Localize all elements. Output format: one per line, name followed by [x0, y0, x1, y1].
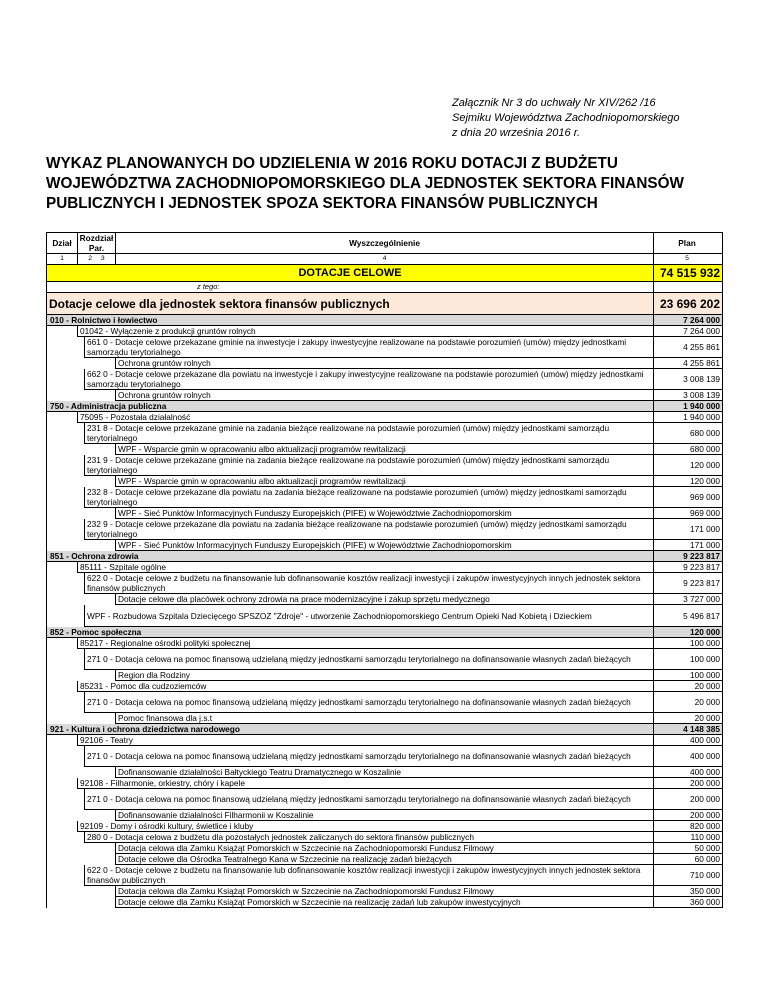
row-description: 622 0 - Dotacje celowe z budżetu na finansowanie lub dofinansowanie kosztów realizacji inwestycji i zakupów inwestycyjnych innych jednostek sektora finansów publicznych: [85, 865, 654, 886]
row-description: 662 0 - Dotacje celowe przekazane dla powiatu na inwestycje i zakupy inwestycyjne realizowane na podstawie porozumień (umów) między jednostkami samorządu terytorialnego: [85, 369, 654, 390]
row-description: 852 - Pomoc społeczna: [47, 627, 654, 638]
row-description: 280 0 - Dotacja celowa z budżetu dla pozostałych jednostek zaliczanych do sektora finansów publicznych: [85, 832, 654, 843]
row-plan-value: 360 000: [654, 897, 723, 908]
row-description: Ochrona gruntów rolnych: [116, 358, 654, 369]
row-plan-value: 20 000: [654, 713, 723, 724]
row-description: 75095 - Pozostała działalność: [78, 412, 654, 423]
row-description: WPF - Rozbudowa Szpitala Dziecięcego SPSZOZ "Zdroje" - utworzenie Zachodniopomorskiego Centrum Opieki Nad Kobietą i Dzieckiem: [85, 605, 654, 627]
description-row: [47, 670, 723, 681]
of-which-label: z tego:: [47, 282, 654, 293]
dzial-row: [47, 315, 723, 326]
row-plan-value: 171 000: [654, 519, 723, 540]
row-description: 750 - Administracja publiczna: [47, 401, 654, 412]
paragraph-row: [47, 337, 723, 358]
row-description: 271 0 - Dotacja celowa na pomoc finansową udzielaną między jednostkami samorządu terytorialnego na dofinansowanie własnych zadań bieżących: [85, 692, 654, 713]
row-description: 231 8 - Dotacje celowe przekazane gminie na zadania bieżące realizowane na podstawie porozumień (umów) między jednostkami samorządu terytorialnego: [85, 423, 654, 444]
description-row: [47, 843, 723, 854]
row-plan-value: 100 000: [654, 638, 723, 649]
description-row: [47, 540, 723, 551]
colnum-2-3: 2 3: [78, 254, 116, 265]
dzial-row: [47, 551, 723, 562]
row-plan-value: 9 223 817: [654, 573, 723, 594]
description-row: [47, 594, 723, 605]
row-description: 232 8 - Dotacje celowe przekazane dla powiatu na zadania bieżące realizowane na podstawie porozumień (umów) między jednostkami samorządu terytorialnego: [85, 487, 654, 508]
description-row: [47, 767, 723, 778]
title-line-3: PUBLICZNYCH I JEDNOSTEK SPOZA SEKTORA FINANSÓW PUBLICZNYCH: [46, 195, 598, 212]
row-description: 661 0 - Dotacje celowe przekazane gminie na inwestycje i zakupy inwestycyjne realizowane na podstawie porozumień (umów) między jednostkami samorządu terytorialnego: [85, 337, 654, 358]
of-which-row: [47, 282, 723, 293]
description-row: [47, 390, 723, 401]
row-description: Dotacje celowe dla Ośrodka Teatralnego Kana w Szczecinie na realizację zadań bieżących: [116, 854, 654, 865]
row-plan-value: 20 000: [654, 692, 723, 713]
row-plan-value: 710 000: [654, 865, 723, 886]
rozdzial-row: [47, 778, 723, 789]
document-title: [46, 154, 736, 214]
row-description: 271 0 - Dotacja celowa na pomoc finansową udzielaną między jednostkami samorządu terytorialnego na dofinansowanie własnych zadań bieżących: [85, 789, 654, 810]
description-row: [47, 476, 723, 487]
row-plan-value: 120 000: [654, 476, 723, 487]
subsidies-table: [46, 232, 723, 908]
title-line-1: WYKAZ PLANOWANYCH DO UDZIELENIA W 2016 ROKU DOTACJI Z BUDŻETU: [46, 155, 618, 172]
row-description: Ochrona gruntów rolnych: [116, 390, 654, 401]
description-row: [47, 810, 723, 821]
row-description: 921 - Kultura i ochrona dziedzictwa narodowego: [47, 724, 654, 735]
description-row: [47, 508, 723, 519]
paragraph-row: [47, 369, 723, 390]
row-description: 92109 - Domy i ośrodki kultury, świetlice i kluby: [78, 821, 654, 832]
row-description: 271 0 - Dotacja celowa na pomoc finansową udzielaną między jednostkami samorządu terytorialnego na dofinansowanie własnych zadań bieżących: [85, 649, 654, 670]
rozdzial-row: [47, 821, 723, 832]
row-description: 231 9 - Dotacje celowe przekazane gminie na zadania bieżące realizowane na podstawie porozumień (umów) między jednostkami samorządu terytorialnego: [85, 455, 654, 476]
rozdzial-row: [47, 638, 723, 649]
header-dzial: Dział: [47, 233, 78, 254]
row-plan-value: 680 000: [654, 444, 723, 455]
header-plan: Plan: [654, 233, 723, 254]
header-description: Wyszczególnienie: [116, 233, 654, 254]
row-description: WPF - Wsparcie gmin w opracowaniu albo aktualizacji programów rewitalizacji: [116, 476, 654, 487]
row-plan-value: 3 727 000: [654, 594, 723, 605]
column-numbers-row: [47, 254, 723, 265]
row-description: Dofinansowanie działalności Filharmonii w Koszalinie: [116, 810, 654, 821]
row-plan-value: 400 000: [654, 735, 723, 746]
description-row: [47, 358, 723, 369]
row-description: 85217 - Regionalne ośrodki polityki społecznej: [78, 638, 654, 649]
row-description: Dotacje celowe dla placówek ochrony zdrowia na prace modernizacyjne i zakup sprzętu medycznego: [116, 594, 654, 605]
row-description: Dotacja celowa dla Zamku Książąt Pomorskich w Szczecinie na Zachodniopomorski Fundusz Filmowy: [116, 843, 654, 854]
row-description: Dofinansowanie działalności Bałtyckiego Teatru Dramatycznego w Koszalinie: [116, 767, 654, 778]
row-plan-value: 4 255 861: [654, 337, 723, 358]
row-description: 92108 - Filharmonie, orkiestry, chóry i kapele: [78, 778, 654, 789]
row-plan-value: 7 264 000: [654, 326, 723, 337]
rozdzial-row: [47, 326, 723, 337]
colnum-4: 4: [116, 254, 654, 265]
row-description: 01042 - Wyłączenie z produkcji gruntów rolnych: [78, 326, 654, 337]
row-description: 010 - Rolnictwo i łowiectwo: [47, 315, 654, 326]
paragraph-row: [47, 487, 723, 508]
paragraph-row: [47, 746, 723, 767]
header-rozdzial: Rozdział Par.: [78, 233, 116, 254]
row-plan-value: 60 000: [654, 854, 723, 865]
total-label: DOTACJE CELOWE: [47, 265, 654, 282]
row-plan-value: 50 000: [654, 843, 723, 854]
dzial-row: [47, 627, 723, 638]
paragraph-row: [47, 519, 723, 540]
row-plan-value: 5 496 817: [654, 605, 723, 627]
paragraph-row: [47, 789, 723, 810]
row-description: 85231 - Pomoc dla cudzoziemców: [78, 681, 654, 692]
description-row: [47, 886, 723, 897]
row-description: WPF - Sieć Punktów Informacyjnych Funduszy Europejskich (PIFE) w Województwie Zachodniopomorskim: [116, 508, 654, 519]
sector-value: 23 696 202: [654, 293, 723, 315]
paragraph-row: [47, 692, 723, 713]
row-plan-value: 400 000: [654, 746, 723, 767]
row-plan-value: 100 000: [654, 670, 723, 681]
annex-line-3: z dnia 20 września 2016 r.: [452, 127, 580, 139]
row-description: 851 - Ochrona zdrowia: [47, 551, 654, 562]
paragraph-row: [47, 865, 723, 886]
row-description: WPF - Sieć Punktów Informacyjnych Funduszy Europejskich (PIFE) w Województwie Zachodniopomorskim: [116, 540, 654, 551]
row-plan-value: 200 000: [654, 778, 723, 789]
annex-reference: [452, 96, 679, 141]
paragraph-row: [47, 649, 723, 670]
row-plan-value: 9 223 817: [654, 551, 723, 562]
sector-row: [47, 293, 723, 315]
description-row: [47, 444, 723, 455]
paragraph-row: [47, 605, 723, 627]
row-plan-value: 100 000: [654, 649, 723, 670]
rozdzial-row: [47, 735, 723, 746]
row-description: Pomoc finansowa dla j.s.t: [116, 713, 654, 724]
row-plan-value: 350 000: [654, 886, 723, 897]
row-description: WPF - Wsparcie gmin w opracowaniu albo aktualizacji programów rewitalizacji: [116, 444, 654, 455]
row-description: Dotacja celowa dla Zamku Książąt Pomorskich w Szczecinie na Zachodniopomorski Fundusz Filmowy: [116, 886, 654, 897]
dzial-row: [47, 724, 723, 735]
row-plan-value: 110 000: [654, 832, 723, 843]
paragraph-row: [47, 832, 723, 843]
row-description: Region dla Rodziny: [116, 670, 654, 681]
colnum-5: 5: [654, 254, 723, 265]
dzial-row: [47, 401, 723, 412]
row-plan-value: 820 000: [654, 821, 723, 832]
row-plan-value: 9 223 817: [654, 562, 723, 573]
row-plan-value: 4 148 385: [654, 724, 723, 735]
description-row: [47, 854, 723, 865]
row-plan-value: 120 000: [654, 627, 723, 638]
row-description: 85111 - Szpitale ogólne: [78, 562, 654, 573]
row-plan-value: 1 940 000: [654, 412, 723, 423]
paragraph-row: [47, 455, 723, 476]
annex-line-2: Sejmiku Województwa Zachodniopomorskiego: [452, 112, 680, 124]
row-plan-value: 200 000: [654, 789, 723, 810]
row-plan-value: 7 264 000: [654, 315, 723, 326]
paragraph-row: [47, 573, 723, 594]
title-line-2: WOJEWÓDZTWA ZACHODNIOPOMORSKIEGO DLA JEDNOSTEK SEKTORA FINANSÓW: [46, 175, 684, 192]
row-plan-value: 1 940 000: [654, 401, 723, 412]
row-plan-value: 969 000: [654, 508, 723, 519]
colnum-1: 1: [47, 254, 78, 265]
row-description: 92106 - Teatry: [78, 735, 654, 746]
rozdzial-row: [47, 412, 723, 423]
row-plan-value: 171 000: [654, 540, 723, 551]
sector-label: Dotacje celowe dla jednostek sektora finansów publicznych: [47, 293, 654, 315]
row-description: 622 0 - Dotacje celowe z budżetu na finansowanie lub dofinansowanie kosztów realizacji inwestycji i zakupów inwestycyjnych innych jednostek sektora finansów publicznych: [85, 573, 654, 594]
row-plan-value: 969 000: [654, 487, 723, 508]
row-plan-value: 3 008 139: [654, 390, 723, 401]
row-description: 232 9 - Dotacje celowe przekazane dla powiatu na zadania bieżące realizowane na podstawie porozumień (umów) między jednostkami samorządu terytorialnego: [85, 519, 654, 540]
row-plan-value: 200 000: [654, 810, 723, 821]
description-row: [47, 897, 723, 908]
row-description: Dotacje celowe dla Zamku Książąt Pomorskich w Szczecinie na realizację zadań lub zakupów inwestycyjnych: [116, 897, 654, 908]
description-row: [47, 713, 723, 724]
row-plan-value: 400 000: [654, 767, 723, 778]
row-plan-value: 4 255 861: [654, 358, 723, 369]
row-plan-value: 3 008 139: [654, 369, 723, 390]
total-row: [47, 265, 723, 282]
row-plan-value: 120 000: [654, 455, 723, 476]
total-value: 74 515 932: [654, 265, 723, 282]
rozdzial-row: [47, 681, 723, 692]
row-description: 271 0 - Dotacja celowa na pomoc finansową udzielaną między jednostkami samorządu terytorialnego na dofinansowanie własnych zadań bieżących: [85, 746, 654, 767]
row-plan-value: 680 000: [654, 423, 723, 444]
annex-line-1: Załącznik Nr 3 do uchwały Nr XIV/262 /16: [452, 97, 656, 109]
header-row: [47, 233, 723, 254]
rozdzial-row: [47, 562, 723, 573]
row-plan-value: 20 000: [654, 681, 723, 692]
paragraph-row: [47, 423, 723, 444]
